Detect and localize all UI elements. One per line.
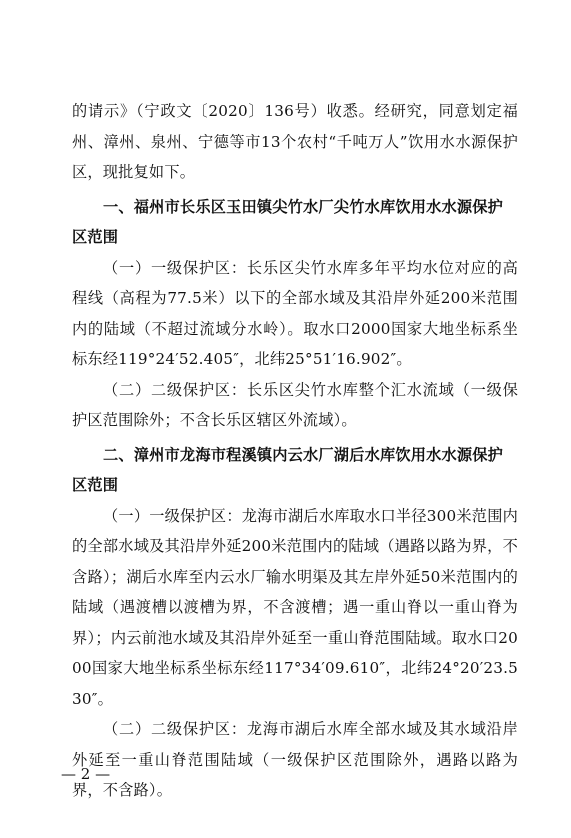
section-heading-1: 一、福州市长乐区玉田镇尖竹水厂尖竹水库饮用水水源保护区范围 bbox=[72, 197, 504, 246]
document-body bbox=[72, 96, 518, 806]
section-heading-2: 二、漳州市龙海市程溪镇内云水厂湖后水库饮用水水源保护区范围 bbox=[72, 445, 504, 494]
section-2-item-1: （一）一级保护区：龙海市湖后水库取水口半径300米范围内的全部水域及其沿岸外延200米范围内的陆域（遇路以路为界，不含路）；湖后水库至内云水厂输水明渠及其左岸外延50米范围内的陆域（遇渡槽以渡槽为界，不含渡槽；遇一重山脊以一重山脊为界）；内云前池水域及其沿岸外延至一重山脊范围陆域。取水口2000国家大地坐标系坐标东经117°34′09.610″，北纬24°20′23.530″。 bbox=[72, 506, 518, 708]
intro-paragraph: 的请示》（宁政文〔2020〕136号）收悉。经研究，同意划定福州、漳州、泉州、宁德等市13个农村“千吨万人”饮用水水源保护区，现批复如下。 bbox=[72, 102, 518, 181]
section-1-item-1: （一）一级保护区：长乐区尖竹水库多年平均水位对应的高程线（高程为77.5米）以下的全部水域及其沿岸外延200米范围内的陆域（不超过流域分水岭）。取水口2000国家大地坐标系坐标东经119°24′52.405″，北纬25°51′16.902″。 bbox=[72, 258, 518, 368]
section-2-item-2: （二）二级保护区：龙海市湖后水库全部水域及其水域沿岸外延至一重山脊范围陆域（一级保护区范围除外，遇路以路为界，不含路）。 bbox=[72, 720, 518, 799]
section-1-item-2: （二）二级保护区：长乐区尖竹水库整个汇水流域（一级保护区范围除外；不含长乐区辖区外流域）。 bbox=[72, 380, 518, 429]
page-number: — 2 — bbox=[61, 765, 111, 783]
